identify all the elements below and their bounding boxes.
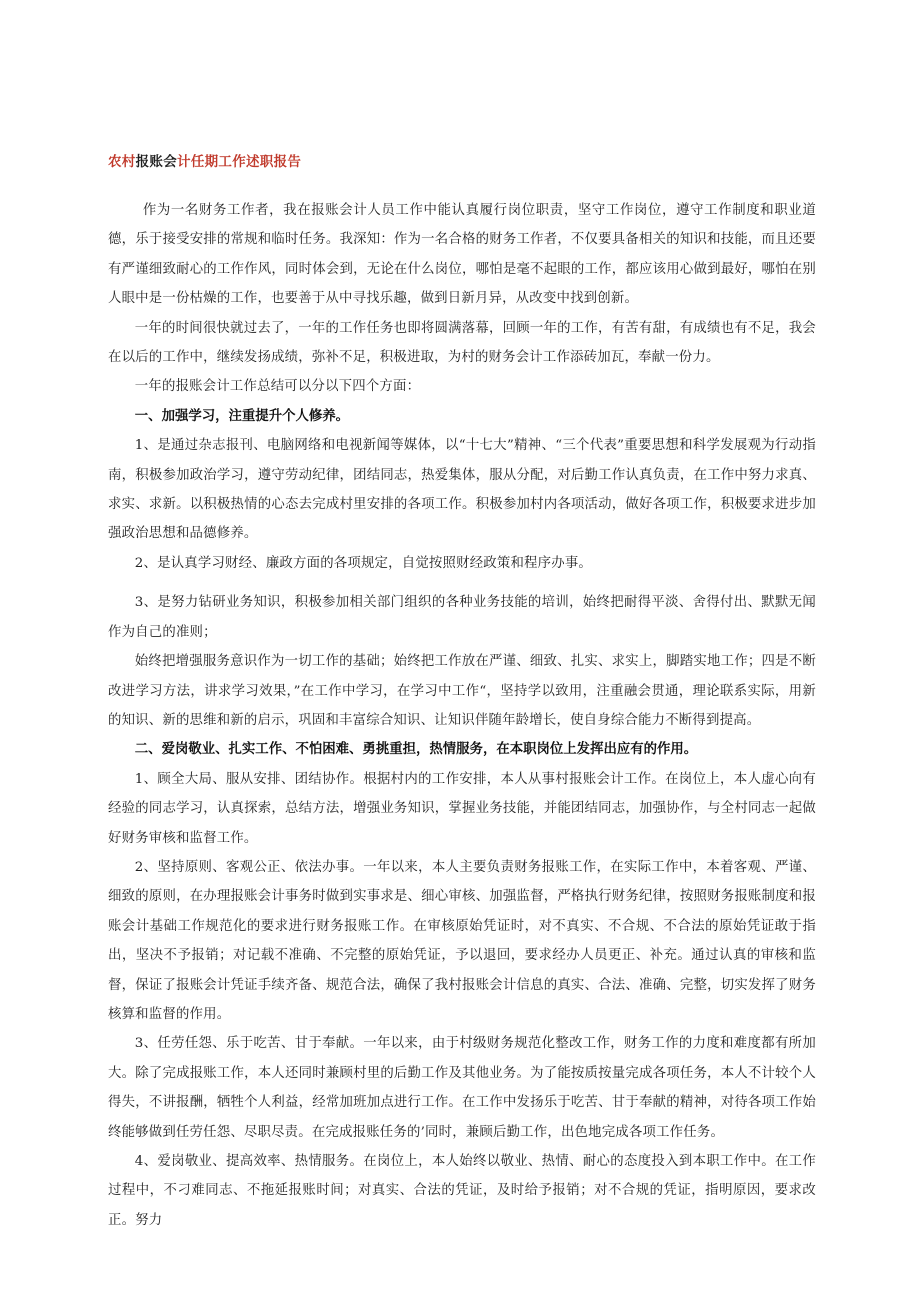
title-part-2: 报账会 [135, 154, 178, 170]
document-body [108, 196, 816, 1235]
paragraph-item-1-3-cont: 始终把增强服务意识作为一切工作的基础；始终把工作放在严谨、细致、扎实、求实上，脚踏实地工作；四是不断改进学习方法，讲求学习效果，”在工作中学习，在学习中工作“，坚持学以致用，注重融会贯通，理论联系实际，用新的知识、新的思维和新的启示，巩固和丰富综合知识、让知识伴随年龄增长，使自身综合能力不断得到提高。 [108, 654, 816, 728]
paragraph-item-2-4: 4、爱岗敬业、提高效率、热情服务。在岗位上，本人始终以敬业、热情、耐心的态度投入到本职工作中。在工作过程中，不刁难同志、不拖延报账时间；对真实、合法的凭证，及时给予报销；对不合规的凭证，指明原因，要求改正。努力 [108, 1154, 816, 1228]
paragraph-item-1-2: 2、是认真学习财经、廉政方面的各项规定，自觉按照财经政策和程序办事。 [134, 555, 593, 571]
section-heading-1: 一、加强学习，注重提升个人修养。 [134, 408, 350, 424]
paragraph-intro: 作为一名财务工作者，我在报账会计人员工作中能认真履行岗位职责，坚守工作岗位，遵守工作制度和职业道德，乐于接受安排的常规和临时任务。我深知：作为一名合格的财务工作者，不仅要具备相关的知识和技能，而且还要有严谨细致耐心的工作作风，同时体会到，无论在什么岗位，哪怕是毫不起眼的工作，都应该用心做到最好，哪怕在别人眼中是一份枯燥的工作，也要善于从中寻找乐趣，做到日新月异，从改变中找到创新。 [108, 203, 816, 307]
paragraph-item-1-3: 3、是努力钻研业务知识，积极参加相关部门组织的各种业务技能的培训，始终把耐得平淡、舍得付出、默默无闻作为自己的准则； [108, 595, 816, 640]
paragraph-item-2-3: 3、任劳任怨、乐于吃苦、甘于奉献。一年以来，由于村级财务规范化整改工作，财务工作的力度和难度都有所加大。除了完成报账工作，本人还同时兼顾村里的后勤工作及其他业务。为了能按质按量完成各项任务，本人不计较个人得失，不讲报酬，牺牲个人利益，经常加班加点进行工作。在工作中发扬乐于吃苦、甘于奉献的精神，对待各项工作始终能够做到任劳任怨、尽职尽责。在完成报账任务的’同时，兼顾后勤工作，出色地完成各项工作任务。 [108, 1036, 816, 1140]
document-title [108, 150, 301, 170]
paragraph-item-1-1: 1、是通过杂志报刊、电脑网络和电视新闻等媒体，以“十七大”精神、“三个代表”重要思想和科学发展观为行动指南，积极参加政治学习，遵守劳动纪律，团结同志，热爱集体，服从分配，对后勤工作认真负责，在工作中努力求真、求实、求新。以积极热情的心态去完成村里安排的各项工作。积极参加村内各项活动，做好各项工作，积极要求进步加强政治思想和品德修养。 [108, 438, 816, 542]
title-part-1: 农村 [108, 154, 136, 170]
section-heading-2: 二、爱岗敬业、扎实工作、不怕困难、勇挑重担，热情服务，在本职岗位上发挥出应有的作用。 [134, 742, 698, 758]
paragraph-summary-lead: 一年的报账会计工作总结可以分以下四个方面： [134, 379, 421, 395]
spacer [108, 578, 816, 588]
paragraph-item-2-2: 2、坚持原则、客观公正、依法办事。一年以来，本人主要负责财务报账工作，在实际工作中，本着客观、严谨、细致的原则，在办理报账会计事务时做到实事求是、细心审核、加强监督，严格执行财务纪律，按照财务报账制度和报账会计基础工作规范化的要求进行财务报账工作。在审核原始凭证时，对不真实、不合规、不合法的原始凭证敢于指出，坚决不予报销；对记载不准确、不完整的原始凭证，予以退回，要求经办人员更正、补充。通过认真的审核和监督，保证了报账会计凭证手续齐备、规范合法，确保了我村报账会计信息的真实、合法、准确、完整，切实发挥了财务核算和监督的作用。 [108, 859, 816, 1022]
paragraph-review: 一年的时间很快就过去了，一年的工作任务也即将圆满落幕，回顾一年的工作，有苦有甜，有成绩也有不足，我会在以后的工作中，继续发扬成绩，弥补不足，积极进取，为村的财务会计工作添砖加瓦，奉献一份力。 [108, 320, 816, 366]
title-part-3: 计任期工作述职报告 [177, 154, 302, 170]
paragraph-item-2-1: 1、顾全大局、服从安排、团结协作。根据村内的工作安排，本人从事村报账会计工作。在岗位上，本人虚心向有经验的同志学习，认真探索，总结方法，增强业务知识，掌握业务技能，并能团结同志，加强协作，与全村同志一起做好财务审核和监督工作。 [108, 771, 816, 846]
